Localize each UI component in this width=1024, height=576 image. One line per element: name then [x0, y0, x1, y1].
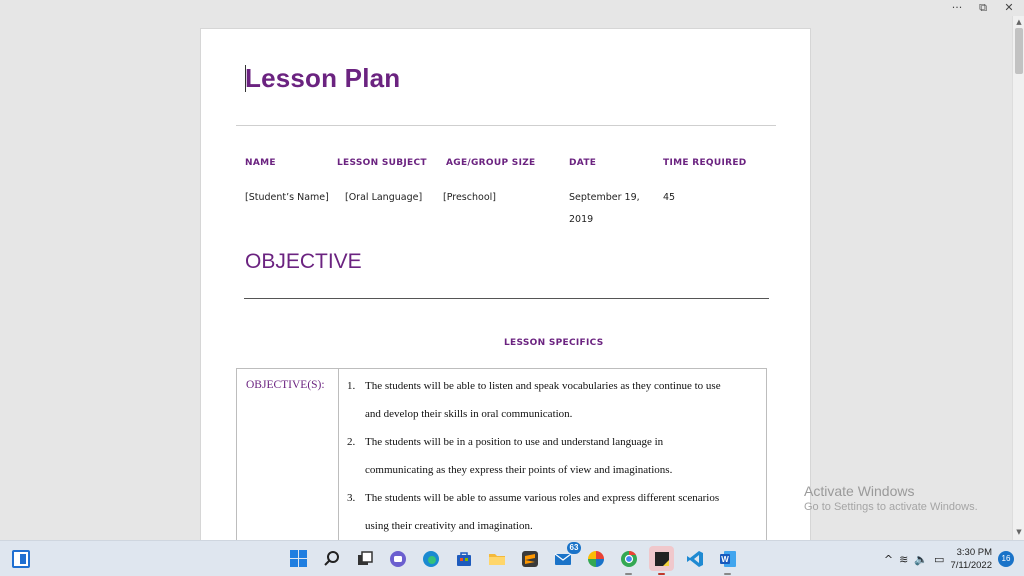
search-icon[interactable] [319, 546, 344, 571]
list-number: 2. [347, 436, 356, 448]
close-icon[interactable]: ✕ [1004, 1, 1014, 14]
objective-heading[interactable]: OBJECTIVE [245, 250, 362, 273]
list-item-line1: The students will be able to listen and speak vocabularies as they continue to use [365, 380, 721, 392]
value-lesson-subject[interactable]: [Oral Language] [345, 192, 423, 203]
notification-count-badge[interactable]: 16 [998, 551, 1014, 567]
scroll-up-icon[interactable]: ▲ [1016, 18, 1022, 26]
activate-windows-subtitle: Go to Settings to activate Windows. [804, 501, 978, 513]
list-item[interactable] [347, 428, 759, 484]
task-view-icon[interactable] [352, 546, 377, 571]
value-student-name[interactable]: [Student’s Name] [245, 192, 329, 203]
system-tray [884, 546, 1014, 572]
objective-divider [244, 298, 769, 299]
edge-browser-icon[interactable] [418, 546, 443, 571]
document-title[interactable]: Lesson Plan [245, 63, 401, 93]
running-indicator [625, 573, 632, 575]
list-item-line2: and develop their skills in oral communication. [365, 408, 573, 420]
vscode-icon[interactable] [682, 546, 707, 571]
objectives-table [236, 368, 767, 542]
header-time-required[interactable]: TIME REQUIRED [663, 158, 747, 168]
battery-icon[interactable]: ▭ [934, 552, 945, 566]
value-age-group[interactable]: [Preschool] [443, 192, 496, 203]
value-date[interactable] [569, 187, 640, 231]
file-explorer-icon[interactable] [484, 546, 509, 571]
title-divider [236, 125, 776, 126]
lesson-specifics-heading[interactable]: LESSON SPECIFICS [504, 338, 604, 348]
mail-badge: 63 [567, 542, 581, 554]
list-item-line2: using their creativity and imagination. [365, 520, 533, 532]
scrollbar-thumb[interactable] [1015, 28, 1023, 74]
start-icon[interactable] [286, 546, 311, 571]
clock-date: 7/11/2022 [950, 560, 992, 571]
value-date-line1: September 19, [569, 192, 640, 203]
chevron-up-icon[interactable]: ^ [883, 552, 894, 566]
running-indicator [658, 573, 665, 575]
objectives-label[interactable]: OBJECTIVE(S): [246, 379, 325, 391]
list-item[interactable] [347, 372, 759, 428]
document-page[interactable] [200, 28, 811, 542]
svg-text:W: W [720, 554, 729, 564]
widgets-icon[interactable] [12, 550, 30, 568]
objectives-list [347, 372, 759, 540]
pinwheel-app-icon[interactable] [583, 546, 608, 571]
volume-icon[interactable]: 🔈 [914, 552, 929, 566]
list-item-line1: The students will be in a position to use and understand language in [365, 436, 664, 448]
mail-icon[interactable] [550, 543, 579, 571]
taskbar [0, 540, 1024, 576]
teams-chat-icon[interactable] [385, 546, 410, 571]
value-date-line2: 2019 [569, 214, 594, 225]
wifi-icon[interactable]: ≋ [899, 552, 909, 566]
taskbar-apps [286, 543, 740, 571]
restore-icon[interactable]: ⧉ [979, 1, 987, 14]
store-icon[interactable] [451, 546, 476, 571]
scroll-down-icon[interactable]: ▼ [1016, 528, 1022, 536]
header-date[interactable]: DATE [569, 158, 597, 168]
sublime-text-icon[interactable] [517, 546, 542, 571]
list-number: 3. [347, 492, 356, 504]
sticky-notes-icon[interactable] [649, 546, 674, 571]
word-icon[interactable] [715, 546, 740, 571]
header-name[interactable]: NAME [245, 158, 276, 168]
value-time-required[interactable]: 45 [663, 192, 676, 203]
activate-windows-title: Activate Windows [804, 483, 915, 499]
vertical-scrollbar[interactable] [1012, 16, 1024, 540]
chrome-icon[interactable] [616, 546, 641, 571]
header-age-group-size[interactable]: AGE/GROUP SIZE [446, 158, 536, 168]
clock-time: 3:30 PM [956, 547, 992, 558]
list-item-line1: The students will be able to assume various roles and express different scenarios [365, 492, 720, 504]
running-indicator [724, 573, 731, 575]
header-lesson-subject[interactable]: LESSON SUBJECT [337, 158, 427, 168]
table-column-separator [338, 369, 339, 542]
list-item[interactable] [347, 484, 759, 540]
clock[interactable] [950, 546, 992, 572]
list-number: 1. [347, 380, 356, 392]
list-item-line2: communicating as they express their points of view and imaginations. [365, 464, 673, 476]
more-options-icon[interactable]: ··· [951, 1, 963, 14]
window-controls [950, 0, 1016, 16]
